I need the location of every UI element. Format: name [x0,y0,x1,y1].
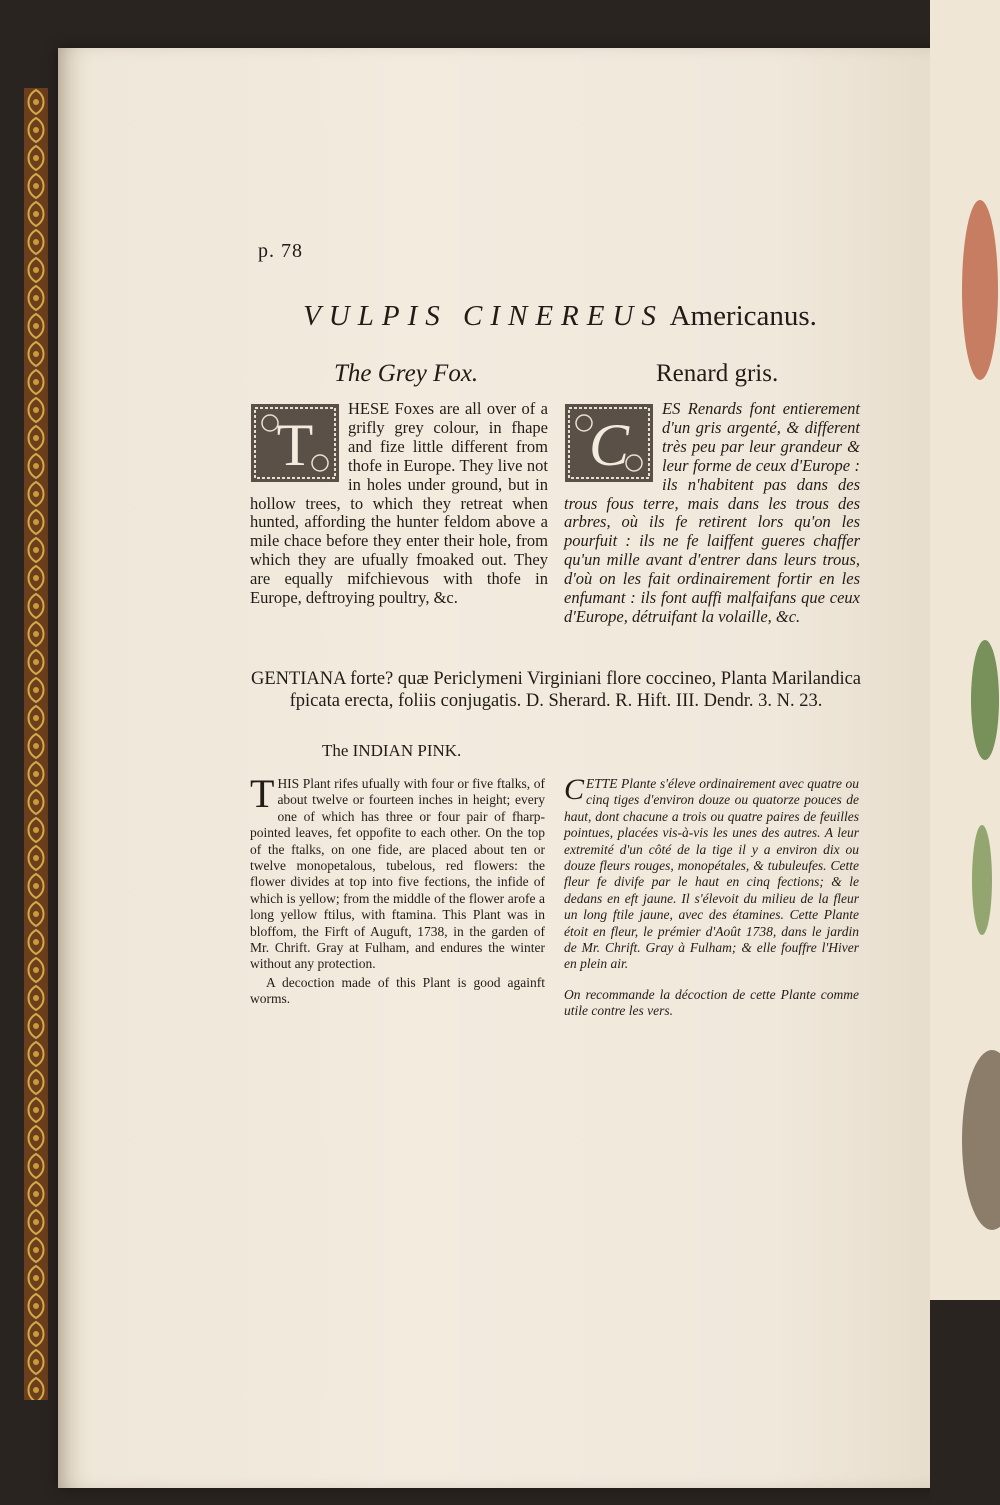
title-latin: VULPIS CINEREUS [303,300,664,332]
ornamental-initial [250,403,340,483]
gentiana-line-2: fpicata erecta, foliis conjugatis. D. Sherard. R. Hift. III. Dendr. 3. N. 23. [289,691,823,711]
pink-fr-dropcap: C [564,773,585,806]
book-page [58,48,950,1488]
gentiana-line-1: GENTIANA forte? quæ Periclymeni Virginiani flore coccineo, Planta Marilandica [250,669,862,689]
pink-en-body-2: A decoction made of this Plant is good againft worms. [250,974,545,1007]
pink-fr-body-2: On recommande la décoction de cette Plante comme utile contre les vers. [564,986,859,1019]
pink-fr-body: ETTE Plante s'éleve ordinairement avec quatre ou cinq tiges d'environ douze ou quatorze pouces de haut, dont chacune a trois ou quatre paires de feuilles pointues, placées vis-à-vis les unes des autres. A leur extremité d'un côté de la tige il y a environ dix ou douze fleurs rouges, monopétales, & tubuleufes. Cette fleur fe divife par le haut en cinq fections; & le dedans en eft jaune. Il s'élevoit du milieu de la fleur un long ftile jaune, avec des étamines. Cette Plante étoit en fleur, le prémier d'Août 1738, dans le jardin de Mr. Chrift. Gray à Fulham; & elle fouffre l'Hiver en plein air. [564,776,859,972]
fox-heading-fr: Renard gris. [656,360,779,387]
pink-en-dropcap: T [250,771,275,816]
fox-text-fr [564,400,860,627]
page-number: p. 78 [258,240,303,262]
ornamental-initial [564,403,654,483]
fox-fr-dropcap: C [588,412,630,478]
article-title [250,300,870,333]
fox-en-dropcap: T [276,412,314,478]
pink-en-body: HIS Plant rifes ufually with four or five ftalks, of about twelve or fourteen inches in height; every one of which has three or four pair of fharp-pointed leaves, fet oppofite to each other. On the top of the ftalks, on one fide, are placed about ten or twelve monopetalous, tubelous, red flowers: the flower divides at top into five fections, the infide of which is yellow; from the middle of the flower arofe a long yellow ftilus, with ftamina. This Plant was in bloffom, the Firft of Auguft, 1738, in the garden of Mr. Chrift. Gray at Fulham, and endures the winter without any protection. [250,776,545,972]
pink-text-en [250,771,545,1008]
fox-heading-en: The Grey Fox. [334,360,479,387]
indian-pink-heading: The INDIAN PINK. [322,741,462,760]
gentiana-heading [250,668,862,712]
pink-text-fr [564,773,859,1020]
fox-text-en [250,400,548,608]
fox-en-body: HESE Foxes are all over of a grifly grey colour, in fhape and fize little different from thofe in Europe. They live not in holes under ground, but in hollow trees, to which they retreat when hunted, affording the hunter feldom above a mile chace before they enter their hole, from which they are ufually fmoaked out. They are equally mifchievous with thofe in Europe, deftroying poultry, &c. [250,399,548,608]
gilt-page-edge [24,88,48,1400]
illustrated-plate-edge [930,0,1000,1500]
fox-fr-body: ES Renards font entierement d'un gris argenté, & different très peu par leur grandeur & leur forme de ceux d'Europe : ils n'habitent pas dans des trous fous terre, mais dans les trous des arbres, où ils fe retirent lors qu'on les pourfuit : ils ne fe laiffent gueres chaffer qu'un mille avant d'entrer dans leurs trous, d'où on les fait ordinairement fortir en les enfumant : ils font auffi malfaifans que ceux d'Europe, détruifant la volaille, &c. [564,399,860,626]
title-rest: Americanus. [669,300,817,332]
